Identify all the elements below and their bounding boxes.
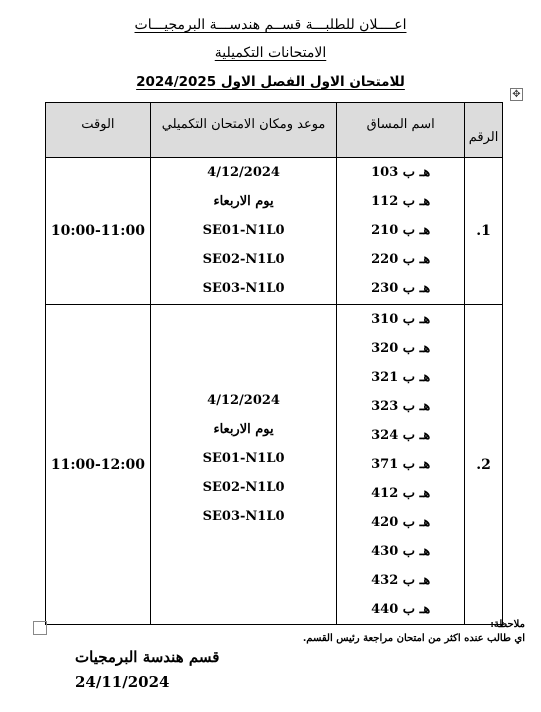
- schedule-table: [45, 102, 503, 625]
- course-code: هـ ب 420: [371, 515, 431, 530]
- exam-time: 11:00-12:00: [46, 305, 151, 625]
- exam-time: 10:00-11:00: [46, 158, 151, 305]
- course-code: هـ ب 112: [371, 194, 431, 209]
- course-code: هـ ب 321: [371, 370, 431, 385]
- course-code: هـ ب 103: [371, 165, 431, 180]
- course-list-cell: [337, 305, 465, 625]
- course-code: هـ ب 430: [371, 544, 431, 559]
- row-number: 2.: [465, 305, 503, 625]
- exams-subtitle: الامتحانات التكميلية: [214, 45, 327, 61]
- course-code: هـ ب 371: [371, 457, 431, 472]
- course-code: هـ ب 320: [371, 341, 431, 356]
- course-code: هـ ب 323: [371, 399, 431, 414]
- note-text: اي طالب عنده اكثر من امتحان مراجعة رئيس القسم.: [302, 633, 525, 644]
- course-list-cell: [337, 158, 465, 305]
- exam-day: يوم الاربعاء: [213, 194, 274, 209]
- exam-room: SE02-N1L0: [202, 480, 285, 495]
- column-header-number: الرقم: [465, 103, 503, 158]
- exam-room: SE03-N1L0: [202, 281, 285, 296]
- table-header-row: [46, 103, 503, 158]
- exam-room: SE01-N1L0: [202, 451, 285, 466]
- exam-room: SE01-N1L0: [202, 223, 285, 238]
- exam-date: 4/12/2024: [207, 165, 280, 180]
- column-header-course: اسم المساق: [337, 103, 465, 158]
- move-icon[interactable]: ✥: [510, 88, 523, 101]
- course-code: هـ ب 412: [371, 486, 431, 501]
- exam-info-cell: [150, 158, 337, 305]
- signature-date: 24/11/2024: [75, 673, 170, 691]
- column-header-time: الوقت: [46, 103, 151, 158]
- exam-room: SE03-N1L0: [202, 509, 285, 524]
- course-code: هـ ب 440: [371, 602, 431, 617]
- note-label: ملاحظة:: [490, 619, 525, 630]
- term-title: للامتحان الاول الفصل الاول 2024/2025: [136, 74, 405, 90]
- exam-info-cell: [150, 305, 337, 625]
- department-signature: قسم هندسة البرمجيات: [75, 648, 220, 666]
- table-row: [46, 158, 503, 305]
- course-code: هـ ب 432: [371, 573, 431, 588]
- exam-date: 4/12/2024: [207, 393, 280, 408]
- course-code: هـ ب 230: [371, 281, 431, 296]
- exam-room: SE02-N1L0: [202, 252, 285, 267]
- course-code: هـ ب 210: [371, 223, 431, 238]
- course-code: هـ ب 324: [371, 428, 431, 443]
- exam-day: يوم الاربعاء: [213, 422, 274, 437]
- announcement-title: اعــــلان للطلبـــة قســم هندســـة البرمجيـــات: [134, 17, 407, 33]
- table-row: [46, 305, 503, 625]
- checkbox-square-icon: [33, 621, 47, 635]
- course-code: هـ ب 310: [371, 312, 431, 327]
- column-header-exam: موعد ومكان الامتحان التكميلي: [150, 103, 337, 158]
- course-code: هـ ب 220: [371, 252, 431, 267]
- row-number: 1.: [465, 158, 503, 305]
